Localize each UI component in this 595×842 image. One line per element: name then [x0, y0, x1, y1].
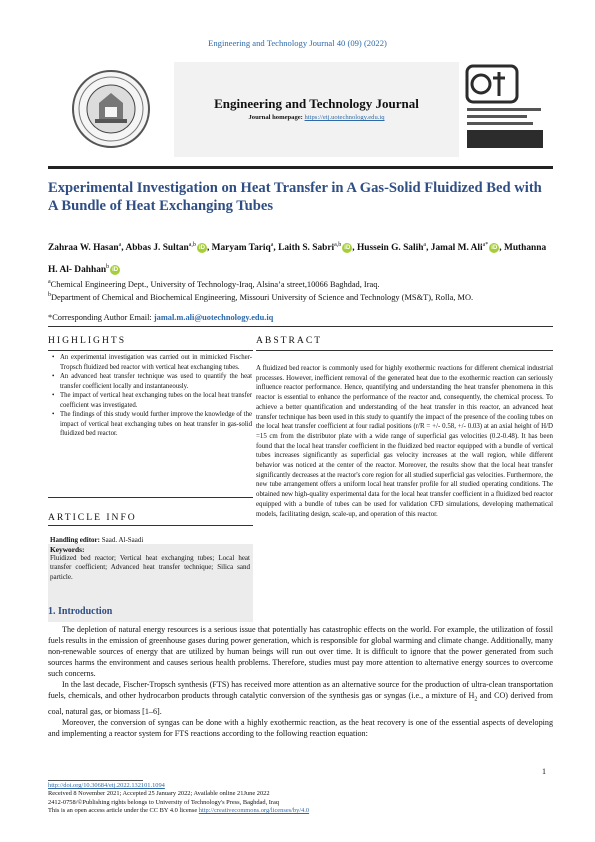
keywords-label: Keywords:: [50, 545, 85, 554]
affiliation-a-marker: a: [48, 279, 51, 285]
corresponding-label: *Corresponding Author Email:: [48, 313, 152, 322]
highlights-heading: HIGHLIGHTS: [48, 335, 127, 346]
handling-editor: [50, 536, 143, 544]
homepage-label: Journal homepage:: [248, 114, 303, 121]
author-affiliation-marker: b: [106, 264, 110, 271]
homepage-link[interactable]: https://etj.uotechnology.edu.iq: [304, 114, 385, 121]
author-name: Muthanna H. Al- Dahhan: [48, 243, 547, 276]
corresponding-author: [48, 312, 553, 323]
doi-link[interactable]: http://doi.org/10.30684/etj.2022.132101.1094: [48, 782, 165, 789]
author-affiliation-marker: a: [423, 242, 427, 248]
author-affiliation-marker: a,b: [334, 242, 342, 248]
highlights-rule: [48, 350, 253, 351]
paper-title: Experimental Investigation on Heat Transfer in A Gas-Solid Fluidized Bed with A Bundle of Heat Exchanging Tubes: [48, 180, 542, 214]
author: [431, 243, 500, 253]
author: [357, 243, 426, 253]
affiliation-b: $^b$Department of Chemical and Biochemical Engineering, Missouri University of Science and Technology (MS&T), Rolla, MO.: [48, 292, 474, 302]
author-affiliation-marker: a: [270, 242, 274, 248]
highlight-item: • The findings of this study would further improve the knowledge of the impact of vertical heat exchanging tubes on heat transfer in gas-solid fluidized bed reactor.: [52, 410, 252, 439]
abstract-text: A fluidized bed reactor is commonly used for highly exothermic reactions for different chemical industrial processes. However, inefficient removal of the generated heat due to the exothermic reaction can seriously influence reactor performance. Hence, quantifying and understanding the heat transfer phenomena in this reactor is essential to enhance the performance of the reactor and, consequently, the chemical process. To achieve a better quantification and understanding of the heat transfer in this reactor, an advanced heat transfer technique has been used in this study to quantify the impact of the presence of the cooling tubes on the local heat transfer coefficient at four radial positions (r/R = +/- 0.58, +/- 0.03) at an axial height of H/D =15 cm from the distributor plate with a wide range of superficial gas velocities (0.2-0.48). It has been found that the local heat transfer coefficient in the fluidized bed reactor equipped with a bundle of vertical tubes increases significantly as superficial gas velocity increases at the wall region, while different behavior was noticed at the center of the reactor. Moreover, the results show that the local heat transfer significantly decreases at the reactor's core region for all studied superficial gas velocities. Furthermore, the new tube arrangement offers a uniform local heat transfer profile for all studied operating conditions. The obtained new high-quality experimental data for the local heat transfer coefficient in a fluidized bed reactor equipped with a bundle of tubes can be used for validation CFD simulations, developing mathematical models, facilitating design, scale-up, and operation of this reactor.: [256, 365, 553, 518]
corresponding-email-link[interactable]: jamal.m.ali@uotechnology.edu.iq: [153, 313, 274, 322]
footer-notes: [48, 782, 553, 816]
journal-title: Engineering and Technology Journal: [214, 96, 419, 111]
highlight-item: • An advanced heat transfer technique was used to quantify the heat transfer coefficient locally and instantaneously.: [52, 372, 252, 391]
abstract-rule: [256, 350, 553, 351]
editor-name: Saad. Al-Saadi: [101, 536, 144, 544]
author-name: Laith S. Sabri: [278, 243, 335, 254]
introduction-body: [48, 624, 553, 739]
intro-paragraph: The depletion of natural energy resources is a serious issue that potentially has catastrophic effects on the world. For example, the utilization of fossil fuels results in the emission of greenhouse gases during power generation, which is responsible for global warming and climate change. Additionally, many non-renewable sources of energy that are utilized by human beings will run out over time. It is difficult to ignore that the power generated from such sources harms the environment and causes serious health problems. Therefore, studies must pay more attention to alternative energy sources to overcome such concerns.: [48, 625, 553, 678]
orcid-icon[interactable]: iD: [344, 245, 351, 252]
author-affiliation-marker: a,b: [188, 242, 196, 248]
author: [48, 243, 121, 253]
license-link[interactable]: http://creativecommons.org/licenses/by/4.0: [198, 807, 310, 815]
orcid-icon[interactable]: iD: [198, 245, 205, 252]
author: [125, 243, 206, 253]
orcid-icon[interactable]: iD: [112, 267, 119, 274]
intro-paragraph: In the last decade, Fischer-Tropsch synthesis (FTS) has received more attention as an alternative source for the production of ultra-clean transportation fuels, chemicals, and other hydrocarbon products through catalytic conversion of the synthesis gas or syngas (i.e., a mixture of $H_2$ and CO) derived from coal, natural gas, or biomass [1–6].: [48, 680, 553, 716]
introduction-heading: 1. Introduction: [48, 606, 113, 617]
author-name: Jamal M. Ali: [430, 243, 483, 254]
highlight-item: • An experimental investigation was carried out in mimicked Fischer-Tropsch fluidized bed reactor with vertical heat exchanging tubes.: [52, 353, 252, 372]
affiliation-b-marker: b: [48, 292, 51, 298]
author: [212, 243, 274, 253]
keywords-text: Fluidized bed reactor; Vertical heat exchanging tubes; Local heat transfer coefficient; Advanced heat transfer technique; Silica sand particle.: [50, 554, 250, 581]
journal-logo: [459, 62, 553, 157]
header-rule: [48, 326, 553, 327]
author-affiliation-marker: a: [118, 242, 122, 248]
orcid-icon[interactable]: iD: [491, 245, 498, 252]
highlight-item: • The impact of vertical heat exchanging tubes on the local heat transfer coefficient was investigated.: [52, 391, 252, 410]
banner-rule: [48, 166, 553, 169]
license-line: This is an open access article under the CC BY 4.0 license http://creativecommons.org/licenses/by/4.0: [48, 807, 310, 815]
received-dates: Received 8 November 2021; Accepted 25 January 2022; Available online 21June 2022: [48, 790, 270, 798]
highlights-list: [52, 353, 252, 439]
article-info-heading: ARTICLE INFO: [48, 512, 137, 523]
author-name: Zahraa W. Hasan: [48, 243, 119, 254]
journal-homepage: [174, 114, 459, 121]
author-list: Zahraa W. Hasan$^a$, Abbas J. Sultan$^{a,b}$iD , Maryam Tariq$^a$, Laith S. Sabri$^{a,b}$iD , Hussein G. Salih$^a$, Jamal M. Ali$^{a*}$iD , Muthanna H. Al- Dahhan$^b$iD: [48, 242, 547, 276]
author: [278, 243, 352, 253]
article-info-top-rule: [48, 497, 253, 498]
footnote-rule: [48, 780, 143, 781]
editor-label: Handling editor:: [50, 536, 100, 544]
publishing-rights: 2412-0758/©Publishing rights belongs to University of Technology's Press, Baghdad, Iraq: [48, 798, 280, 806]
page-number: 1: [542, 767, 546, 776]
affiliation-a: $^a$Chemical Engineering Dept., University of Technology-Iraq, Alsina’a street,10066 Baghdad, Iraq.: [48, 279, 380, 289]
intro-paragraph: Moreover, the conversion of syngas can be done with a highly exothermic reaction, as the heat recovery is one of the essential aspects of developing and implementing a reactor system for FTS reactions according to the following reaction equation:: [48, 717, 553, 738]
author-name: Maryam Tariq: [211, 243, 271, 254]
author-name: Hussein G. Salih: [356, 243, 424, 254]
running-header: Engineering and Technology Journal 40 (09) (2022): [208, 38, 387, 48]
author-name: Abbas J. Sultan: [125, 243, 189, 254]
article-info-rule: [48, 525, 253, 526]
university-logo: [48, 62, 174, 157]
abstract-heading: ABSTRACT: [256, 335, 323, 346]
author-affiliation-marker: a*: [482, 242, 489, 248]
